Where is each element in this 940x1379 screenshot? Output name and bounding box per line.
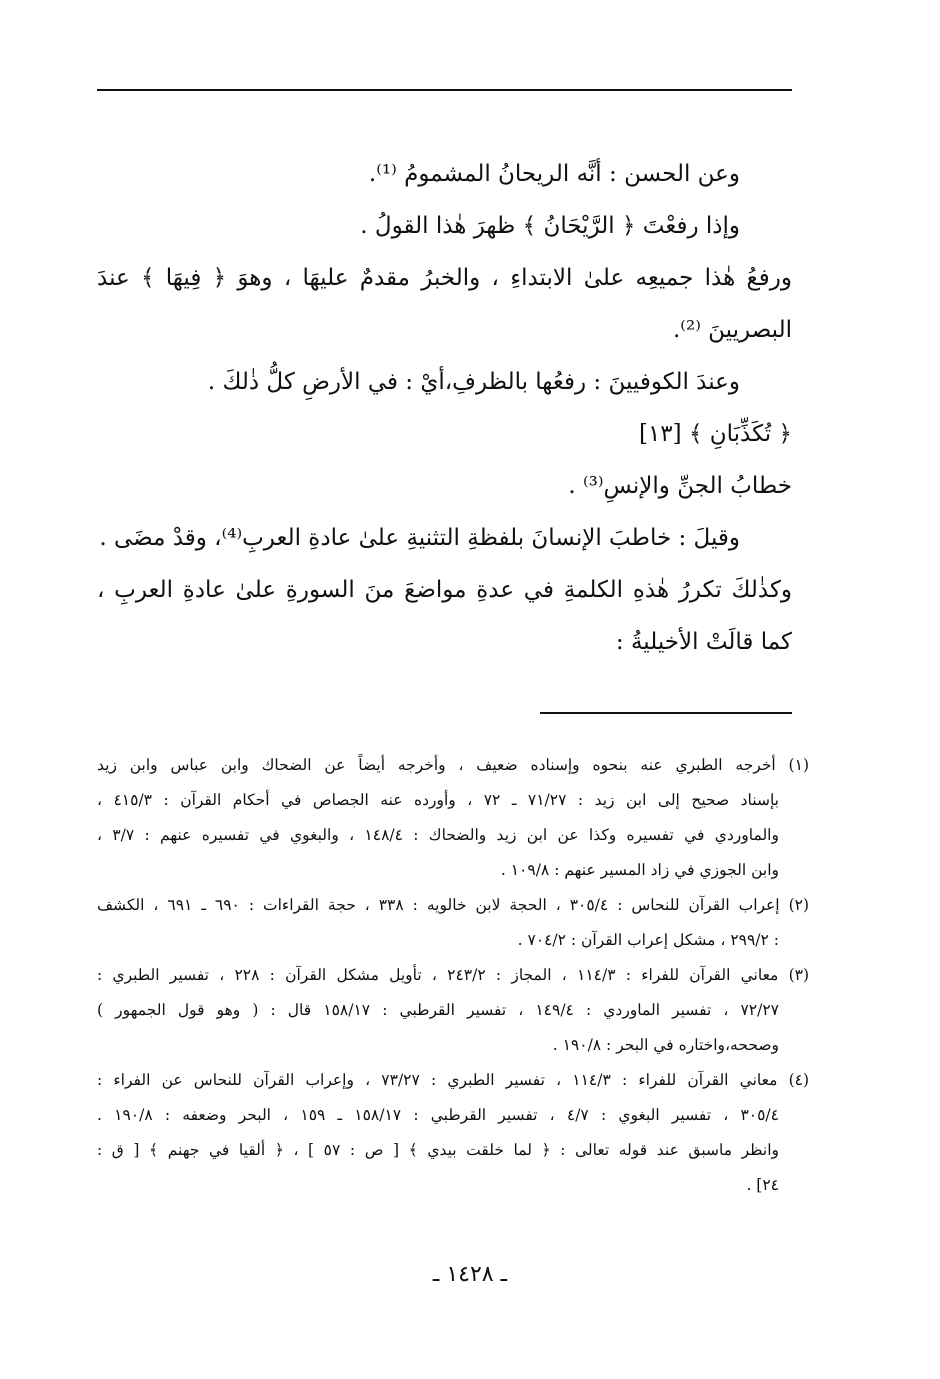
footnote-separator	[540, 712, 792, 714]
footnote-line: (٤) معاني القرآن للفراء : ١١٤/٣ ، تفسير الطبري : ٧٣/٢٧ ، وإعراب القرآن للنحاس عن الفراء :	[97, 1071, 809, 1089]
footnote-line: (٣) معاني القرآن للفراء : ١١٤/٣ ، المجاز : ٢٤٣/٢ ، تأويل مشكل القرآن : ٢٢٨ ، تفسير الطبري :	[97, 966, 809, 984]
text-line: وإذا رفعْتَ ﴿ الرَّيْحَانُ ﴾ ظهرَ هٰذا القولُ .	[360, 213, 740, 239]
text-line: كما قالَتْ الأخيليةُ :	[615, 629, 792, 655]
text-line: ورفعُ هٰذا جميعِه علىٰ الابتداءِ ، والخبرُ مقدمٌ عليهَا ، وهوَ ﴿ فِيهَا ﴾ عندَ	[97, 265, 792, 291]
text-line: البصريينَ ⁽²⁾.	[673, 317, 792, 343]
footnote-line: (٢) إعراب القرآن للنحاس : ٣٠٥/٤ ، الحجة لابن خالويه : ٣٣٨ ، حجة القراءات : ٦٩٠ ـ ٦٩١ ، الكشف	[97, 896, 809, 914]
header-rule	[97, 89, 792, 91]
footnote-line: وصححه،واختاره في البحر : ١٩٠/٨ .	[552, 1036, 779, 1054]
footnote-line: ٣٠٥/٤ ، تفسير البغوي : ٤/٧ ، تفسير القرطبي : ١٥٨/١٧ ـ ١٥٩ ، البحر وضعفه : ١٩٠/٨ .	[97, 1106, 779, 1124]
text-line: وكذٰلكَ تكررُ هٰذهِ الكلمةِ في عدةِ مواضعَ منَ السورةِ علىٰ عادةِ العربِ ،	[97, 577, 792, 603]
text-line: وقيلَ : خاطبَ الإنسانَ بلفظةِ التثنيةِ علىٰ عادةِ العربِ⁽⁴⁾، وقدْ مضَى .	[99, 525, 740, 551]
footnote-line: (١) أخرجه الطبري عنه بنحوه وإسناده ضعيف ، وأخرجه أيضاً عن الضحاك وابن عباس وابن زيد	[97, 756, 809, 774]
footnote-line: وابن الجوزي في زاد المسير عنهم : ١٠٩/٨ .	[500, 861, 779, 879]
footnotes	[97, 748, 809, 1203]
text-line: خطابُ الجنِّ والإنسِ⁽³⁾ .	[568, 473, 792, 499]
text-line: وعندَ الكوفيينَ : رفعُها بالظرفِ،أيْ : في الأرضِ كلُّ ذٰلكَ .	[207, 369, 740, 395]
footnote-line: ٧٢/٢٧ ، تفسير الماوردي : ١٤٩/٤ ، تفسير القرطبي : ١٥٨/١٧ قال : ( وهو قول الجمهور )	[97, 1001, 779, 1019]
footnote-line: والماوردي في تفسيره وكذا عن ابن زيد والضحاك : ١٤٨/٤ ، والبغوي في تفسيره عنهم : ٣/٧ ،	[97, 826, 779, 844]
footnote-line: بإسناد صحيح إلى ابن زيد : ٧١/٢٧ ـ ٧٢ ، وأورده عنه الجصاص في أحكام القرآن : ٤١٥/٣ ،	[97, 791, 779, 809]
footnote-line: : ٢٩٩/٢ ، مشكل إعراب القرآن : ٧٠٤/٢ .	[517, 931, 779, 949]
page-number: ـ ١٤٢٨ ـ	[432, 1262, 508, 1287]
text-line: وعن الحسن : أنَّه الريحانُ المشمومُ ⁽¹⁾.	[368, 161, 740, 187]
footnote-line: وانظر ماسبق عند قوله تعالى : ﴿ لما خلقت بيدي ﴾ [ ص : ٥٧ ] ، ﴿ ألقيا في جهنم ﴾ [ ق :	[97, 1141, 779, 1159]
footnote-line: ٢٤] .	[746, 1176, 779, 1194]
main-text	[97, 148, 792, 668]
verse-line: ﴿ تُكَذِّبَانِ ﴾ [١٣]	[638, 421, 792, 447]
